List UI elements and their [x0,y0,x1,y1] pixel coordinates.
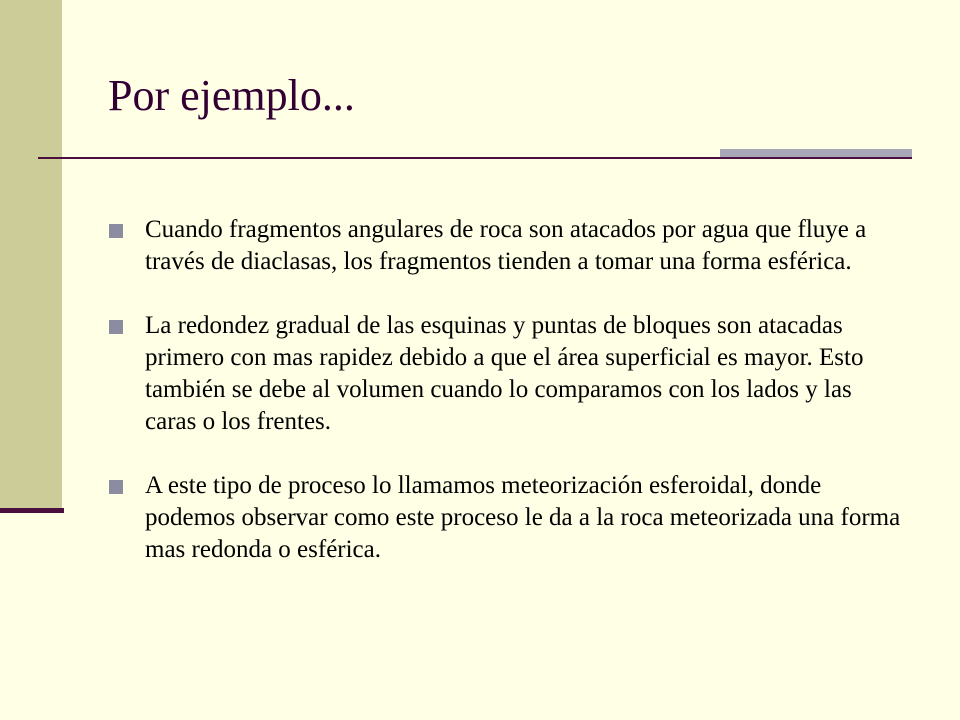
title-divider-line [38,157,912,159]
slide-title: Por ejemplo... [108,71,355,120]
bullet-text: La redondez gradual de las esquinas y puntas de bloques son atacadas primero con mas rapidez debido a que el área superficial es mayor. Esto también se debe al volumen cuando lo comparamos con los lados y las caras o los frentes. [145,312,864,435]
left-band-underline [0,508,64,513]
square-bullet-icon [109,320,123,334]
bullet-item [108,214,908,278]
title-divider-accent [720,149,912,157]
bullet-item [108,470,908,566]
square-bullet-icon [109,480,123,494]
left-decorative-band [0,0,62,510]
bullet-text: A este tipo de proceso lo llamamos meteorización esferoidal, donde podemos observar como este proceso le da a la roca meteorizada una forma mas redonda o esférica. [145,472,901,563]
bullet-text: Cuando fragmentos angulares de roca son atacados por agua que fluye a través de diaclasas, los fragmentos tienden a tomar una forma esférica. [145,216,867,275]
bullet-item [108,310,908,438]
bullet-list [108,214,908,566]
square-bullet-icon [109,224,123,238]
